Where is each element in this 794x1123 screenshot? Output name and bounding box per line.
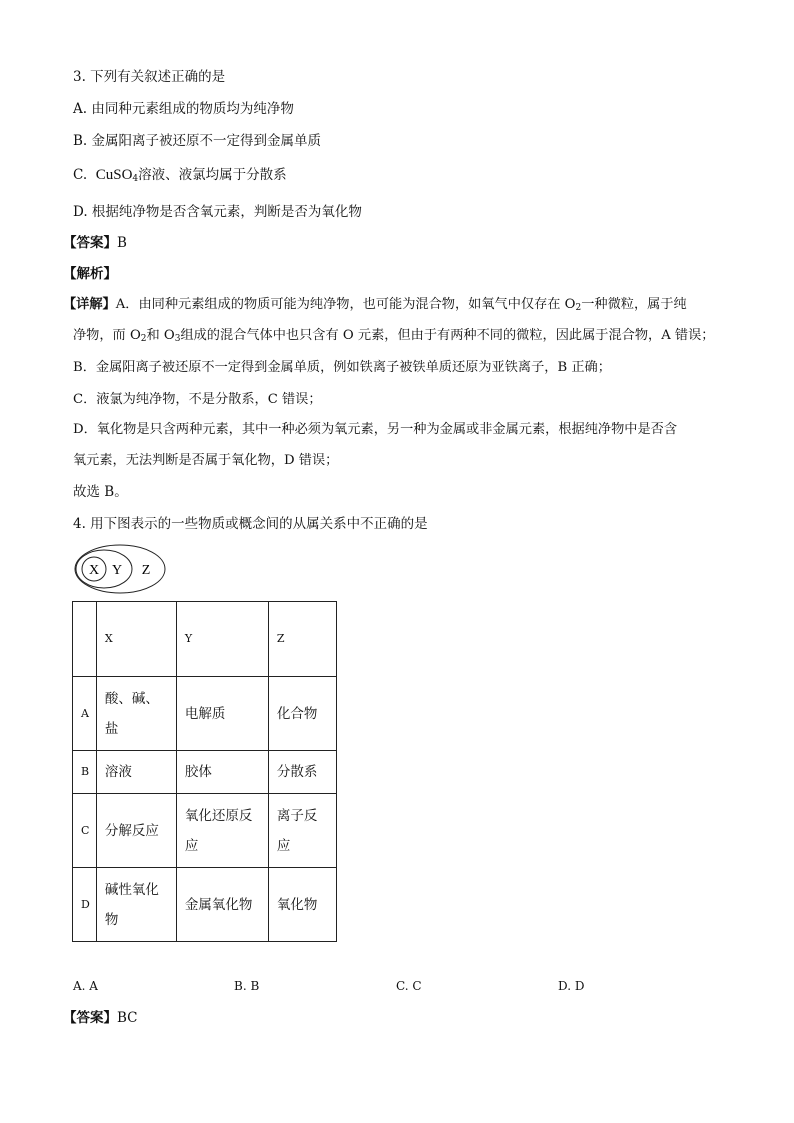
q4-answer	[63, 1009, 138, 1027]
header-cell-y: Y	[176, 602, 268, 677]
table-header-row	[73, 602, 337, 677]
row-label: C	[73, 794, 97, 868]
cell-y: 氧化还原反应	[176, 794, 268, 868]
table-row	[73, 868, 337, 942]
cell-z: 离子反应	[268, 794, 336, 868]
q3-option-a: A. 由同种元素组成的物质均为纯净物	[73, 101, 294, 117]
q3-option-c-subscript: 4	[132, 174, 139, 184]
q3-detail-a-line1	[63, 296, 687, 317]
header-cell-empty	[73, 602, 97, 677]
row-label: B	[73, 751, 97, 794]
q3-analysis-label: 【解析】	[63, 266, 117, 282]
q4-answer-value: BC	[117, 1010, 138, 1026]
table-row	[73, 794, 337, 868]
cell-x: 溶液	[96, 751, 176, 794]
q3-detail-a2-p3: 组成的混合气体中也只含有 O 元素，但由于有两种不同的微粒，因此属于混合物，A 错误；	[180, 328, 715, 343]
q4-stem: 4. 用下图表示的一些物质或概念间的从属关系中不正确的是	[73, 516, 428, 532]
venn-diagram	[74, 543, 166, 595]
q3-answer-label: 【答案】	[63, 235, 117, 251]
q3-conclusion: 故选 B。	[73, 484, 128, 500]
q3-detail-d-line2: 氧元素，无法判断是否属于氧化物，D 错误；	[73, 453, 339, 468]
q3-stem: 3. 下列有关叙述正确的是	[73, 69, 226, 85]
cell-x: 酸、碱、盐	[96, 677, 176, 751]
q3-option-c	[73, 166, 287, 188]
q3-detail-a1-sub: 2	[575, 303, 582, 313]
q3-option-b: B. 金属阳离子被还原不一定得到金属单质	[73, 133, 322, 149]
q4-option-b: B. B	[234, 979, 260, 993]
q3-detail-a1-text: A．由同种元素组成的物质可能为纯净物，也可能为混合物，如氧气中仅存在 O	[115, 297, 576, 312]
q3-detail-b: B．金属阳离子被还原不一定得到金属单质，例如铁离子被铁单质还原为亚铁离子，B 正确；	[73, 360, 611, 375]
q3-answer-value: B	[117, 235, 127, 251]
row-label: A	[73, 677, 97, 751]
header-cell-z: Z	[268, 602, 336, 677]
table-row	[73, 677, 337, 751]
q3-detail-a2-s1: 2	[140, 334, 147, 344]
q4-option-d: D. D	[558, 979, 585, 993]
venn-middle-ellipse-y	[76, 550, 132, 588]
q3-answer	[63, 234, 127, 252]
q3-option-d: D. 根据纯净物是否含氧元素，判断是否为氧化物	[73, 204, 362, 220]
cell-x: 碱性氧化物	[96, 868, 176, 942]
q3-option-c-rest: 溶液、液氯均属于分散系	[138, 167, 287, 183]
q3-detail-a1-post: 一种微粒，属于纯	[581, 297, 687, 312]
venn-label-x: X	[88, 563, 100, 578]
q3-detail-d-line1: D．氧化物是只含两种元素，其中一种必须为氧元素，另一种为金属或非金属元素，根据纯净物中是否含	[73, 422, 678, 437]
q3-detail-a2-p2: 和 O	[146, 328, 175, 343]
q3-detail-a2-p1: 净物，而 O	[73, 328, 141, 343]
relation-table	[72, 601, 337, 942]
header-cell-x: X	[96, 602, 176, 677]
q3-detail-a2-s2: 3	[174, 334, 181, 344]
q3-option-c-prefix: C.	[73, 167, 88, 183]
q4-answer-label: 【答案】	[63, 1010, 117, 1026]
cell-y: 电解质	[176, 677, 268, 751]
cell-x: 分解反应	[96, 794, 176, 868]
cell-z: 化合物	[268, 677, 336, 751]
q4-option-a: A. A	[73, 979, 98, 993]
q4-option-c: C. C	[396, 979, 422, 993]
q3-detail-c: C．液氯为纯净物，不是分散系，C 错误；	[73, 392, 322, 407]
q3-detail-label: 【详解】	[63, 297, 116, 312]
cell-y: 金属氧化物	[176, 868, 268, 942]
q3-detail-a-line2	[73, 327, 714, 348]
cell-z: 氧化物	[268, 868, 336, 942]
row-label: D	[73, 868, 97, 942]
q3-option-c-formula: CuSO	[95, 167, 133, 183]
table-row	[73, 751, 337, 794]
venn-label-z: Z	[141, 563, 151, 578]
venn-label-y: Y	[111, 563, 123, 578]
cell-y: 胶体	[176, 751, 268, 794]
cell-z: 分散系	[268, 751, 336, 794]
